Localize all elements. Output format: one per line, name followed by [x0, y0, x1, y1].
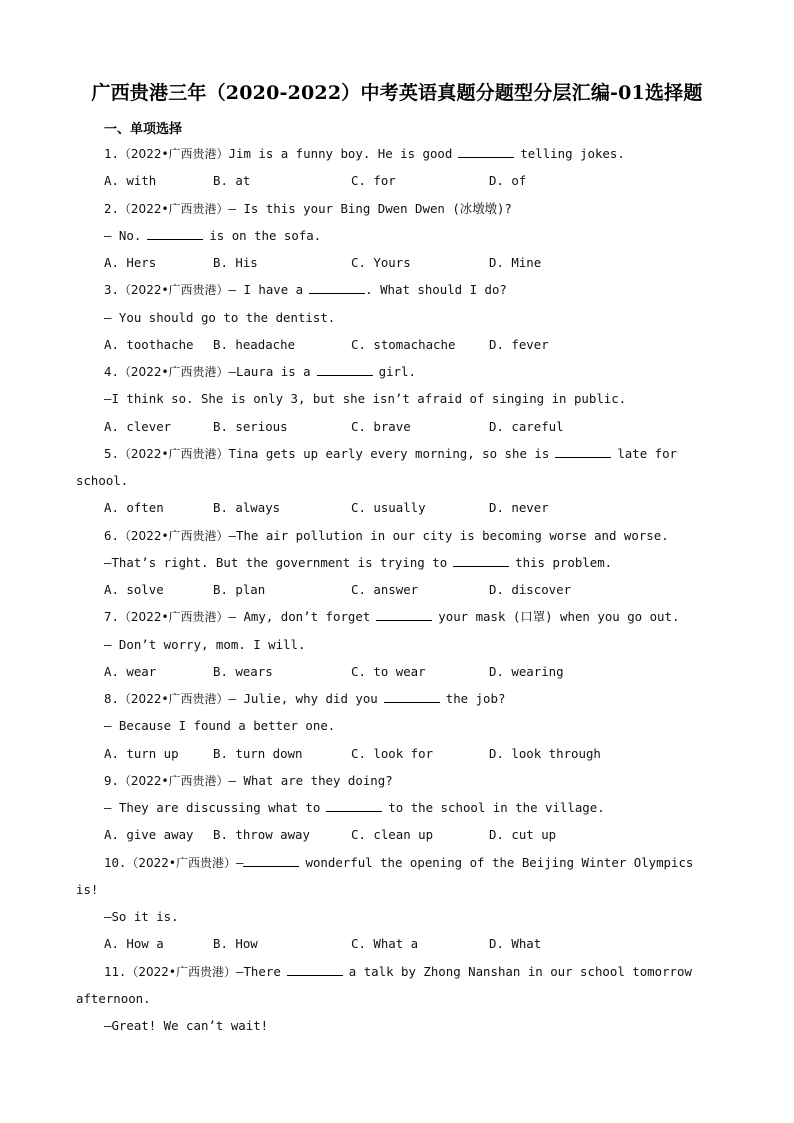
- answer-blank: [453, 554, 509, 567]
- question-2-stem: 2.（2022•广西贵港）— Is this your Bing Dwen Dwen (冰墩墩)?: [104, 200, 512, 216]
- question-6-line-2: —That’s right. But the government is trying to this problem.: [104, 554, 613, 570]
- question-3-line-2: — You should go to the dentist.: [104, 309, 336, 325]
- option-b: B. wears: [213, 663, 273, 679]
- option-d: D. What: [489, 936, 542, 952]
- question-8-line-2: — Because I found a better one.: [104, 718, 336, 734]
- question-4-stem: 4.（2022•广西贵港）—Laura is a girl.: [104, 364, 416, 379]
- question-8-options: [0, 744, 794, 771]
- question-7-options: [0, 662, 794, 689]
- option-c: C. What a: [351, 936, 419, 952]
- option-b: B. turn down: [213, 745, 303, 761]
- question-6-options: [0, 580, 794, 607]
- option-a: A. Hers: [104, 255, 157, 270]
- option-c: C. for: [351, 173, 396, 189]
- question-7-line-2: — Don’t worry, mom. I will.: [104, 636, 306, 652]
- answer-blank: [147, 227, 203, 240]
- option-b: B. serious: [213, 418, 288, 434]
- option-d: D. of: [489, 173, 527, 189]
- question-5-stem: 5.（2022•广西贵港）Tina gets up early every morning, so she is late for: [104, 445, 678, 461]
- answer-blank: [458, 145, 514, 158]
- option-c: C. usually: [351, 500, 426, 516]
- option-a: A. clever: [104, 418, 172, 434]
- question-3-options: [0, 335, 794, 362]
- option-d: D. never: [489, 500, 549, 516]
- option-b: B. His: [213, 255, 258, 270]
- answer-blank: [317, 363, 373, 376]
- option-a: A. wear: [104, 663, 157, 679]
- question-10-options: [0, 934, 794, 961]
- question-9-stem: 9.（2022•广西贵港）— What are they doing?: [104, 772, 393, 788]
- option-c: C. brave: [351, 418, 411, 434]
- question-7-stem: 7.（2022•广西贵港）— Amy, don’t forget your mask (口罩) when you go out.: [104, 609, 680, 625]
- answer-blank: [326, 799, 382, 812]
- option-d: D. discover: [489, 582, 572, 597]
- question-list: [0, 144, 794, 1043]
- answer-blank: [287, 963, 343, 976]
- option-c: C. look for: [351, 745, 434, 761]
- option-c: C. stomachache: [351, 336, 456, 352]
- option-c: C. answer: [351, 582, 419, 597]
- question-10-line-3: —So it is.: [104, 909, 179, 924]
- question-9-options: [0, 825, 794, 852]
- question-2-line-2: — No. is on the sofa.: [104, 227, 322, 243]
- question-4-line-2: —I think so. She is only 3, but she isn’t afraid of singing in public.: [104, 391, 627, 407]
- document-title: 广西贵港三年（2020-2022）中考英语真题分题型分层汇编-01选择题: [91, 82, 703, 104]
- section-heading: 一、单项选择: [104, 122, 183, 137]
- option-d: D. fever: [489, 336, 549, 352]
- option-a: A. turn up: [104, 745, 179, 761]
- question-4-options: [0, 417, 794, 444]
- question-6-stem: 6.（2022•广西贵港）—The air pollution in our city is becoming worse and worse.: [104, 527, 669, 543]
- answer-blank: [309, 281, 365, 294]
- option-c: C. Yours: [351, 255, 411, 270]
- option-c: C. clean up: [351, 827, 434, 843]
- question-5-line-2: school.: [76, 473, 129, 488]
- option-b: B. headache: [213, 336, 296, 352]
- option-b: B. throw away: [213, 827, 310, 843]
- option-a: A. often: [104, 500, 164, 516]
- option-b: B. at: [213, 173, 251, 189]
- answer-blank: [243, 854, 299, 867]
- option-b: B. How: [213, 936, 258, 952]
- question-11-line-2: afternoon.: [76, 990, 151, 1006]
- answer-blank: [376, 608, 432, 621]
- option-d: D. cut up: [489, 827, 557, 843]
- option-b: B. plan: [213, 582, 266, 597]
- option-a: A. give away: [104, 827, 194, 843]
- question-3-stem: 3.（2022•广西贵港）— I have a . What should I do?: [104, 282, 507, 298]
- option-a: A. toothache: [104, 336, 194, 352]
- option-a: A. How a: [104, 936, 164, 952]
- question-1-stem: 1.（2022•广西贵港）Jim is a funny boy. He is good telling jokes.: [104, 146, 625, 161]
- question-9-line-2: — They are discussing what to to the school in the village.: [104, 800, 605, 815]
- option-d: D. Mine: [489, 255, 542, 270]
- option-d: D. wearing: [489, 663, 564, 679]
- option-d: D. careful: [489, 418, 564, 434]
- option-d: D. look through: [489, 745, 601, 761]
- question-10-stem: 10.（2022•广西贵港）— wonderful the opening of the Beijing Winter Olympics: [104, 854, 694, 870]
- question-10-line-2: is!: [76, 881, 99, 897]
- option-b: B. always: [213, 500, 281, 516]
- question-5-options: [0, 498, 794, 525]
- answer-blank: [384, 690, 440, 703]
- option-a: A. with: [104, 173, 157, 189]
- answer-blank: [555, 445, 611, 458]
- option-c: C. to wear: [351, 663, 426, 679]
- question-1-options: [0, 171, 794, 198]
- question-2-options: [0, 253, 794, 280]
- question-11-stem: 11.（2022•广西贵港）—There a talk by Zhong Nanshan in our school tomorrow: [104, 963, 692, 979]
- question-11-line-3: —Great! We can’t wait!: [104, 1018, 269, 1033]
- option-a: A. solve: [104, 582, 164, 597]
- question-8-stem: 8.（2022•广西贵港）— Julie, why did you the job?: [104, 691, 506, 706]
